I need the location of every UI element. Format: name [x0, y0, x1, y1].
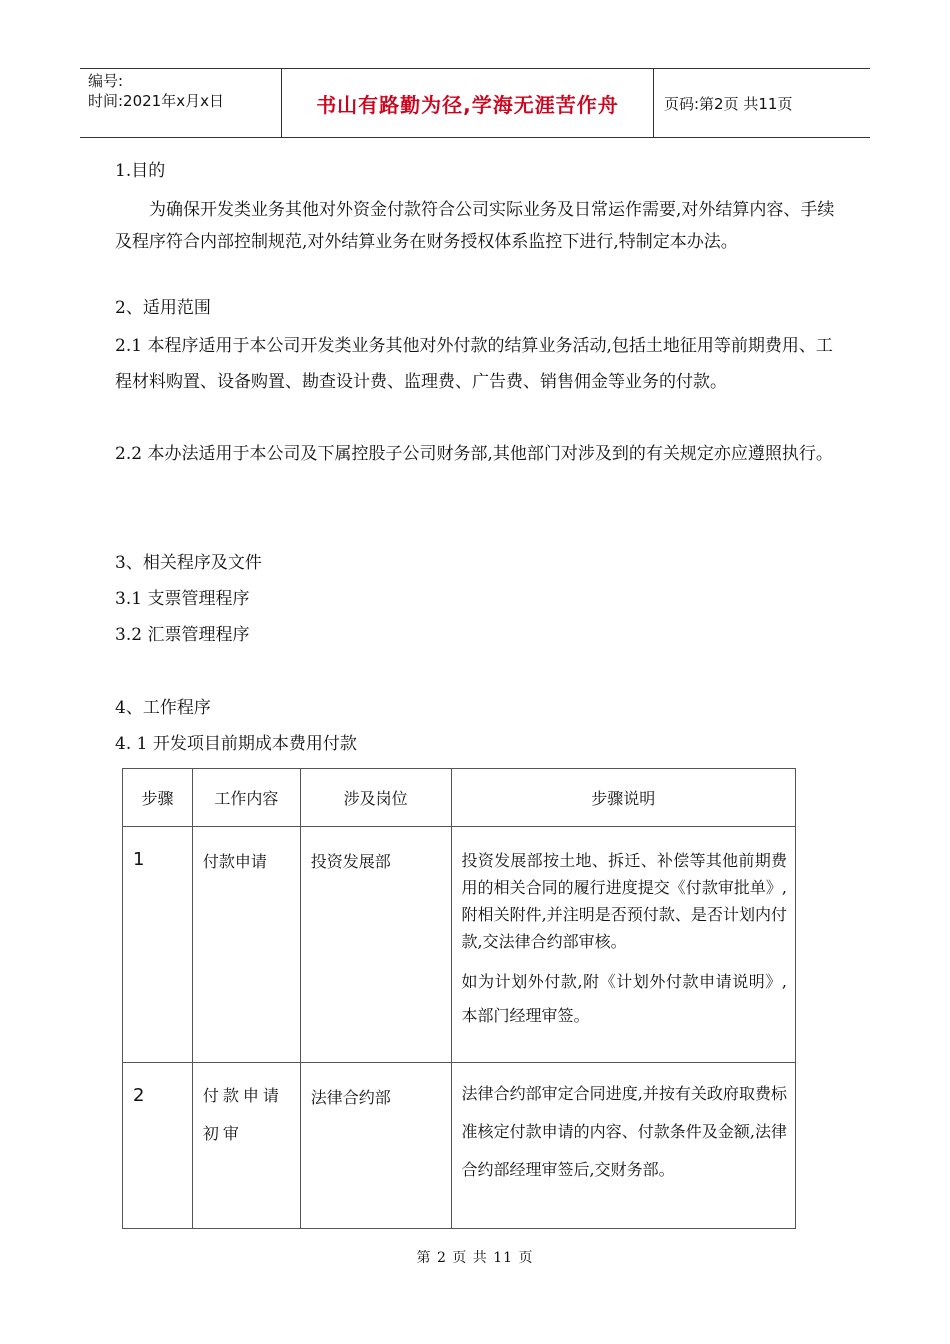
column-header-description: 步骤说明	[451, 769, 795, 827]
header-meta	[80, 69, 282, 137]
section-2-1: 2.1 本程序适用于本公司开发类业务其他对外付款的结算业务活动,包括土地征用等前期费用、工程材料购置、设备购置、勘查设计费、监理费、广告费、销售佣金等业务的付款。	[115, 336, 833, 392]
page-footer: 第 2 页 共 11 页	[416, 1250, 534, 1266]
section-1-title: 1.目的	[115, 161, 166, 181]
step-content: 付款申请	[192, 827, 300, 1063]
section-3-1: 3.1 支票管理程序	[115, 589, 250, 609]
column-header-step: 步骤	[123, 769, 193, 827]
header-page-number: 页码:第2页 共11页	[664, 94, 793, 113]
step-content: 付款申请初审	[192, 1063, 300, 1229]
step-number: 1	[123, 827, 193, 1063]
step-description-paragraph: 法律合约部审定合同进度,并按有关政府取费标准核定付款申请的内容、付款条件及金额,法律合约部经理审签后,交财务部。	[461, 1084, 787, 1179]
section-4-title: 4、工作程序	[115, 698, 211, 718]
step-description-paragraph: 投资发展部按土地、拆迁、补偿等其他前期费用的相关合同的履行进度提交《付款审批单》,附相关附件,并注明是否预付款、是否计划内付款,交法律合约部审核。	[461, 851, 787, 951]
section-4-1: 4. 1 开发项目前期成本费用付款	[115, 734, 357, 754]
section-3-title: 3、相关程序及文件	[115, 553, 262, 573]
table-row	[123, 1063, 796, 1229]
page-header	[80, 68, 870, 138]
section-3-2: 3.2 汇票管理程序	[115, 625, 250, 645]
header-motto: 书山有路勤为径,学海无涯苦作舟	[282, 69, 654, 137]
step-description-note: 如为计划外付款,附《计划外付款申请说明》,本部门经理审签。	[461, 972, 787, 1025]
column-header-content: 工作内容	[192, 769, 300, 827]
section-2-title: 2、适用范围	[115, 298, 211, 318]
step-post: 投资发展部	[300, 827, 451, 1063]
step-description	[451, 1063, 795, 1229]
step-number: 2	[123, 1063, 193, 1229]
document-time-label: 时间:2021年x月x日	[88, 92, 224, 110]
step-post: 法律合约部	[300, 1063, 451, 1229]
table-header-row	[123, 769, 796, 827]
table-row	[123, 827, 796, 1063]
column-header-post: 涉及岗位	[300, 769, 451, 827]
procedure-table	[122, 768, 796, 1229]
step-description	[451, 827, 795, 1063]
section-2-2: 2.2 本办法适用于本公司及下属控股子公司财务部,其他部门对涉及到的有关规定亦应遵照执行。	[115, 444, 833, 464]
document-number-label: 编号:	[88, 72, 124, 90]
section-1-body: 为确保开发类业务其他对外资金付款符合公司实际业务及日常运作需要,对外结算内容、手续及程序符合内部控制规范,对外结算业务在财务授权体系监控下进行,特制定本办法。	[115, 200, 835, 252]
